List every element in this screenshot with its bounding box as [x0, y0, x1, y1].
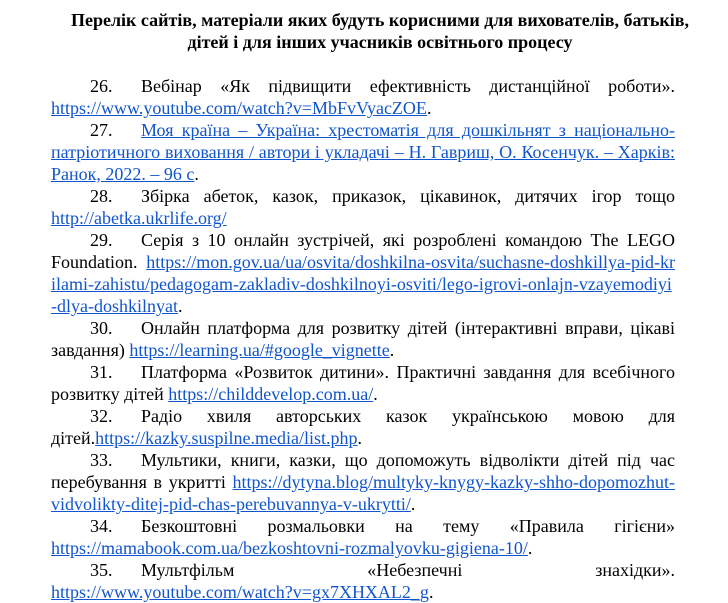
list-item: 26. Вебінар «Як підвищити ефективність дистанційної роботи». https://www.youtube.com/watch?v=MbFvVyacZOE.	[51, 76, 675, 118]
item-text: Мультфільм «Небезпечні знахідки».	[141, 560, 675, 580]
list-item: 29. Серія з 10 онлайн зустрічей, які розроблені командою The LEGO Foundation. https://mon.gov.ua/ua/osvita/doshkilna-osvita/suchasne-doshkillya-pid-krilami-zahistu/pedagogam-zakladiv-doshkilnoyi-osviti/lego-igrovi-onlajn-vzayemodiyi-dlya-doshkilnyat.	[51, 230, 675, 316]
resource-list	[51, 75, 675, 603]
item-link[interactable]: https://dytyna.blog/multyky-knygy-kazky-shho-dopomozhut-vidvolikty-ditej-pid-chas-perebuvannya-v-ukrytti/	[51, 472, 675, 514]
item-link[interactable]: Моя країна – Україна: хрестоматія для дошкільнят з національно-патріотичного виховання / автори і укладачі – Н. Гавриш, О. Косенчук. – Харків: Ранок, 2022. – 96 с	[51, 120, 675, 184]
item-link[interactable]: https://www.youtube.com/watch?v=gx7XHXAL2_g	[51, 582, 429, 602]
item-text: Онлайн платформа для розвитку дітей (інтерактивні вправи, цікаві завдання)	[51, 318, 675, 360]
list-item: 34. Безкоштовні розмальовки на тему «Правила гігієни» https://mamabook.com.ua/bezkoshtovni-rozmalyovku-gigiena-10/.	[51, 516, 675, 558]
item-link[interactable]: https://www.youtube.com/watch?v=MbFvVyacZOE	[51, 98, 427, 118]
item-number: 35.	[90, 560, 113, 580]
item-link[interactable]: https://mamabook.com.ua/bezkoshtovni-rozmalyovku-gigiena-10/	[51, 538, 528, 558]
item-number: 31.	[90, 362, 113, 382]
item-link[interactable]: https://learning.ua/#google_vignette	[129, 340, 390, 360]
item-link[interactable]: https://childdevelop.com.ua/	[168, 384, 374, 404]
item-number: 34.	[90, 516, 113, 536]
item-link[interactable]: http://abetka.ukrlife.org/	[51, 208, 227, 228]
item-number: 27.	[90, 120, 113, 140]
item-number: 26.	[90, 76, 113, 96]
item-text: Мультики, книги, казки, що допоможуть відволікти дітей під час перебування в укритті	[51, 450, 675, 492]
page-title: Перелік сайтів, матеріали яких будуть корисними для вихователів, батьків, дітей і для інших учасників освітнього процесу	[70, 10, 690, 52]
item-number: 28.	[90, 186, 113, 206]
item-number: 32.	[90, 406, 113, 426]
item-link[interactable]: https://kazky.suspilne.media/list.php	[95, 428, 358, 448]
item-number: 29.	[90, 230, 113, 250]
item-text: Безкоштовні розмальовки на тему «Правила гігієни»	[141, 516, 675, 536]
item-link[interactable]: https://mon.gov.ua/ua/osvita/doshkilna-osvita/suchasne-doshkillya-pid-krilami-zahistu/pedagogam-zakladiv-doshkilnoyi-osviti/lego-igrovi-onlajn-vzayemodiyi-dlya-doshkilnyat	[51, 252, 675, 316]
list-item: 27. Моя країна – Україна: хрестоматія для дошкільнят з національно-патріотичного виховання / автори і укладачі – Н. Гавриш, О. Косенчук. – Харків: Ранок, 2022. – 96 с.	[51, 120, 675, 184]
item-number: 30.	[90, 318, 113, 338]
item-text: Вебінар «Як підвищити ефективність дистанційної роботи».	[141, 76, 675, 96]
list-item: 35. Мультфільм «Небезпечні знахідки». https://www.youtube.com/watch?v=gx7XHXAL2_g.	[51, 560, 675, 602]
list-item: 32. Радіо хвиля авторських казок українською мовою для дітей.https://kazky.suspilne.media/list.php.	[51, 406, 675, 448]
item-number: 33.	[90, 450, 113, 470]
item-text: Збірка абеток, казок, приказок, цікавинок, дитячих ігор тощо	[141, 186, 675, 206]
item-text: Платформа «Розвиток дитини». Практичні завдання для всебічного розвитку дітей	[51, 362, 675, 404]
list-item: 30. Онлайн платформа для розвитку дітей (інтерактивні вправи, цікаві завдання) https://learning.ua/#google_vignette.	[51, 318, 675, 360]
list-item: 33. Мультики, книги, казки, що допоможуть відволікти дітей під час перебування в укритті https://dytyna.blog/multyky-knygy-kazky-shho-dopomozhut-vidvolikty-ditej-pid-chas-perebuvannya-v-ukrytti/.	[51, 450, 675, 514]
list-item	[51, 185, 675, 229]
item-text: Серія з 10 онлайн зустрічей, які розроблені командою The LEGO Foundation.	[51, 230, 675, 272]
item-text: Радіо хвиля авторських казок українською мовою для дітей.	[51, 406, 675, 448]
list-item: 31. Платформа «Розвиток дитини». Практичні завдання для всебічного розвитку дітей https://childdevelop.com.ua/.	[51, 362, 675, 404]
